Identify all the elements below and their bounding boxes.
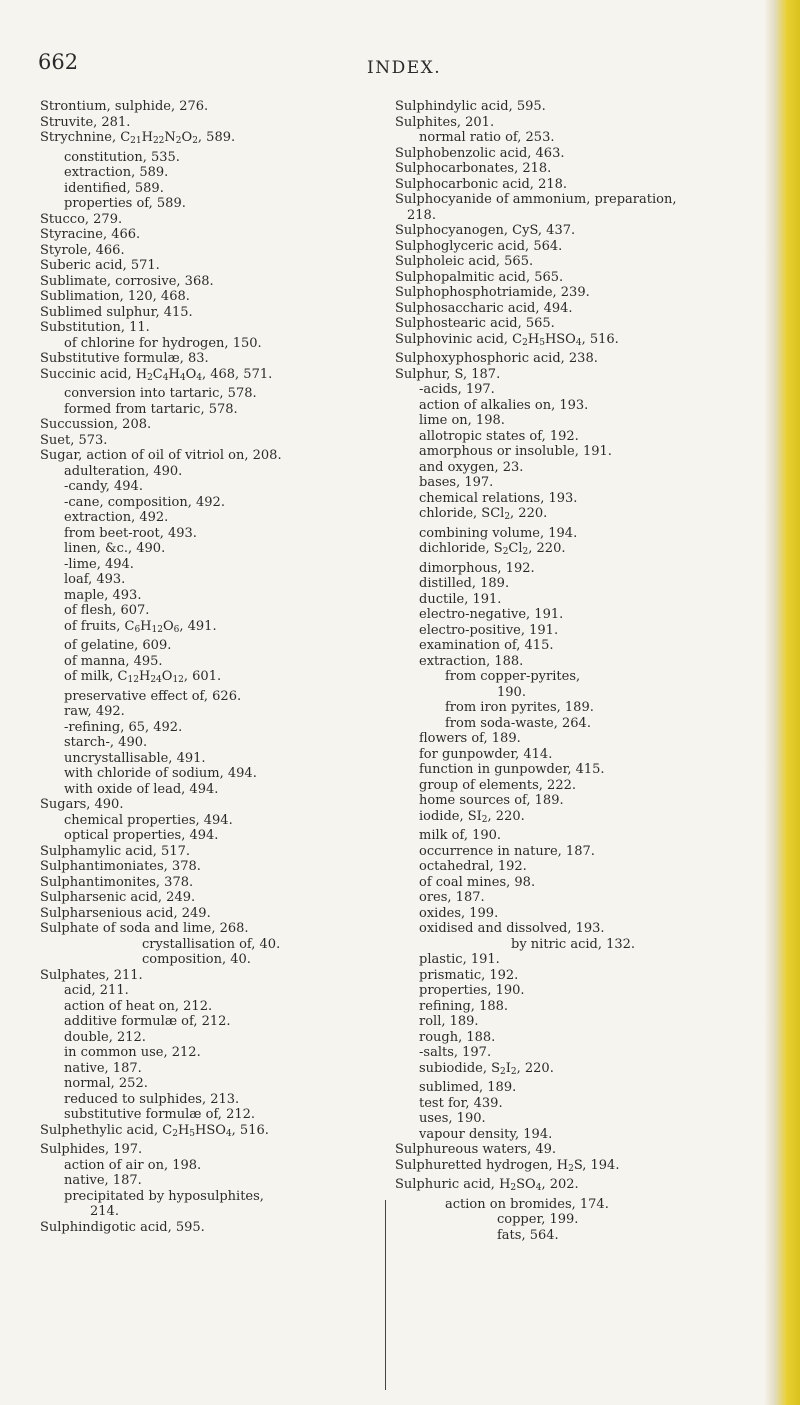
index-entry: milk of, 190. <box>419 828 502 843</box>
index-entry: 190. <box>497 684 526 700</box>
index-entry: ductile, 191. <box>419 591 502 607</box>
index-entry: from copper-pyrites, <box>445 669 581 684</box>
index-entry: Sulphethylic acid, $C_2H_5HSO_4$, 516. <box>40 1122 269 1139</box>
index-entry: oxidised and dissolved, 193. <box>419 921 605 936</box>
index-entry: sublimed, 189. <box>419 1080 517 1095</box>
index-entry: acid, 211. <box>64 983 129 998</box>
index-entry: Sulphobenzolic acid, 463. <box>395 145 565 161</box>
index-entry: Sulphopalmitic acid, 565. <box>395 269 564 285</box>
index-entry: properties of, 589. <box>64 196 186 211</box>
index-entry: fats, 564. <box>497 1227 559 1243</box>
index-entry: action of heat on, 212. <box>64 998 213 1014</box>
index-entry: of coal mines, 98. <box>419 874 536 890</box>
index-entry: -salts, 197. <box>419 1045 492 1060</box>
index-entry: chemical properties, 494. <box>64 812 233 828</box>
index-entry: formed from tartaric, 578. <box>64 401 238 417</box>
index-entry: Sulphides, 197. <box>40 1142 143 1157</box>
index-entry: Styrole, 466. <box>40 242 125 258</box>
index-entry: flowers of, 189. <box>419 731 521 746</box>
index-entry: Sulphovinic acid, $C_2H_5HSO_4$, 516. <box>395 331 619 348</box>
index-entry: for gunpowder, 414. <box>419 746 553 762</box>
index-entry: Sulphoglyceric acid, 564. <box>395 238 563 254</box>
index-entry: Sulpholeic acid, 565. <box>395 254 534 269</box>
index-entry: Sulphindigotic acid, 595. <box>40 1219 205 1235</box>
page-number: 662 <box>38 50 79 74</box>
index-entry: reduced to sulphides, 213. <box>64 1091 240 1107</box>
index-entry: roll, 189. <box>419 1014 479 1029</box>
index-entry: normal, 252. <box>64 1076 148 1091</box>
index-entry: Strychnine, $C_{21}H_{22}N_2O_2$, 589. <box>40 130 236 146</box>
index-entry: vapour density, 194. <box>419 1126 553 1142</box>
index-entry: Sulpharsenious acid, 249. <box>40 905 211 921</box>
page-edge <box>764 0 800 1405</box>
index-entry: examination of, 415. <box>419 638 554 653</box>
index-entry: extraction, 589. <box>64 165 169 180</box>
index-entry: extraction, 188. <box>419 653 524 669</box>
index-entry: in common use, 212. <box>64 1045 201 1060</box>
index-entry: of manna, 495. <box>64 653 163 669</box>
index-entry: native, 187. <box>64 1060 142 1076</box>
index-entry: extraction, 492. <box>64 510 169 525</box>
index-entry: combining volume, 194. <box>419 525 578 541</box>
index-entry: allotropic states of, 192. <box>419 428 579 444</box>
index-entry: Sulphates, 211. <box>40 967 143 983</box>
index-entry: iodide, $SI_2$, 220. <box>419 808 525 825</box>
index-entry: dimorphous, 192. <box>419 560 535 576</box>
index-entry: 218. <box>407 207 436 223</box>
index-entry: Sulphocyanogen, CyS, 437. <box>395 223 576 238</box>
index-entry: -candy, 494. <box>64 479 143 494</box>
index-entry: function in gunpowder, 415. <box>419 762 605 777</box>
index-entry: of gelatine, 609. <box>64 638 172 653</box>
index-entry: composition, 40. <box>142 952 251 967</box>
index-entry: Substitutive formulæ, 83. <box>40 351 209 366</box>
index-entry: uncrystallisable, 491. <box>64 750 206 766</box>
index-entry: uses, 190. <box>419 1111 486 1126</box>
index-entry: -refining, 65, 492. <box>64 719 183 735</box>
index-entry: Sulphindylic acid, 595. <box>395 99 546 114</box>
index-entry: refining, 188. <box>419 998 509 1014</box>
index-entry: of flesh, 607. <box>64 603 150 618</box>
index-entry: Sulphocyanide of ammonium, preparation, <box>395 192 677 207</box>
index-entry: preservative effect of, 626. <box>64 688 242 704</box>
index-entry: amorphous or insoluble, 191. <box>419 444 612 459</box>
index-entry: from beet-root, 493. <box>64 525 197 541</box>
index-entry: of chlorine for hydrogen, 150. <box>64 335 262 351</box>
index-entry: action of alkalies on, 193. <box>419 397 589 413</box>
index-entry: Sublimation, 120, 468. <box>40 289 190 304</box>
index-entry: substitutive formulæ of, 212. <box>64 1107 256 1122</box>
column-rule <box>385 1200 386 1390</box>
index-entry: Sulphocarbonates, 218. <box>395 161 552 176</box>
index-entry: Sulphoxyphosphoric acid, 238. <box>395 351 598 366</box>
index-entry: Struvite, 281. <box>40 114 131 130</box>
index-entry: Suberic acid, 571. <box>40 258 160 273</box>
index-entry: electro-negative, 191. <box>419 607 564 622</box>
index-entry: Substitution, 11. <box>40 320 150 335</box>
index-column-right <box>395 99 770 1243</box>
index-entry: subiodide, $S_2I_2$, 220. <box>419 1060 554 1077</box>
index-entry: bases, 197. <box>419 475 494 490</box>
index-entry: octahedral, 192. <box>419 859 527 874</box>
index-entry: Sulphureous waters, 49. <box>395 1142 557 1157</box>
index-entry: Strontium, sulphide, 276. <box>40 99 209 114</box>
index-entry: rough, 188. <box>419 1029 496 1045</box>
index-entry: Sulpharsenic acid, 249. <box>40 890 196 905</box>
index-entry: normal ratio of, 253. <box>419 130 555 145</box>
index-entry: copper, 199. <box>497 1212 579 1227</box>
index-entry: Sugar, action of oil of vitriol on, 208. <box>40 448 282 463</box>
index-entry: action on bromides, 174. <box>445 1196 609 1212</box>
index-entry: and oxygen, 23. <box>419 459 524 475</box>
index-entry: Sulphuretted hydrogen, $H_2S$, 194. <box>395 1157 620 1174</box>
index-entry: chloride, SCl$_2$, 220. <box>419 506 548 522</box>
index-entry: distilled, 189. <box>419 576 510 591</box>
index-entry: Sulphate of soda and lime, 268. <box>40 921 249 936</box>
index-entry: occurrence in nature, 187. <box>419 843 595 859</box>
index-entry: Sulphophosphotriamide, 239. <box>395 285 590 300</box>
index-entry: native, 187. <box>64 1173 142 1188</box>
index-entry: plastic, 191. <box>419 952 500 967</box>
index-entry: Stucco, 279. <box>40 211 123 227</box>
index-entry: Sulphuric acid, $H_2SO_4$, 202. <box>395 1177 579 1193</box>
index-entry: with chloride of sodium, 494. <box>64 766 257 781</box>
index-entry: precipitated by hyposulphites, <box>64 1188 264 1204</box>
index-entry: with oxide of lead, 494. <box>64 781 219 797</box>
index-entry: crystallisation of, 40. <box>142 936 281 952</box>
index-entry: properties, 190. <box>419 983 525 998</box>
index-entry: chemical relations, 193. <box>419 490 578 506</box>
index-entry: Sulphocarbonic acid, 218. <box>395 176 568 192</box>
index-entry: Sugars, 490. <box>40 797 124 812</box>
index-entry: by nitric acid, 132. <box>511 936 636 952</box>
index-entry: lime on, 198. <box>419 413 505 428</box>
index-entry: -lime, 494. <box>64 556 134 572</box>
index-entry: Succussion, 208. <box>40 417 152 432</box>
index-entry: -acids, 197. <box>419 382 495 397</box>
index-entry: Sublimed sulphur, 415. <box>40 304 193 320</box>
index-entry: constitution, 535. <box>64 149 180 165</box>
index-entry: double, 212. <box>64 1029 146 1045</box>
index-entry: -cane, composition, 492. <box>64 494 225 510</box>
index-entry: Sulphantimoniates, 378. <box>40 859 201 874</box>
index-entry: prismatic, 192. <box>419 967 519 983</box>
index-entry: Sulphites, 201. <box>395 114 495 130</box>
index-entry: ores, 187. <box>419 890 485 905</box>
index-entry: from soda-waste, 264. <box>445 715 591 731</box>
index-entry: dichloride, $S_2Cl_2$, 220. <box>419 541 566 557</box>
index-entry: of fruits, $C_6H_{12}O_6$, 491. <box>64 618 217 635</box>
index-entry: of milk, $C_{12}H_{24}O_{12}$, 601. <box>64 669 222 685</box>
index-entry: Sulphosaccharic acid, 494. <box>395 300 573 316</box>
index-entry: group of elements, 222. <box>419 777 577 793</box>
index-entry: Sulphamylic acid, 517. <box>40 843 191 859</box>
index-entry: starch-, 490. <box>64 735 148 750</box>
index-entry: Styracine, 466. <box>40 227 141 242</box>
index-entry: Sublimate, corrosive, 368. <box>40 273 214 289</box>
index-entry: maple, 493. <box>64 587 142 603</box>
index-entry: conversion into tartaric, 578. <box>64 386 257 401</box>
index-entry: Suet, 573. <box>40 432 108 448</box>
index-entry: adulteration, 490. <box>64 463 183 479</box>
index-entry: oxides, 199. <box>419 905 499 921</box>
index-entry: home sources of, 189. <box>419 793 564 808</box>
index-entry: test for, 439. <box>419 1095 503 1111</box>
index-entry: optical properties, 494. <box>64 828 219 843</box>
index-entry: from iron pyrites, 189. <box>445 700 594 715</box>
index-entry: electro-positive, 191. <box>419 622 559 638</box>
index-entry: loaf, 493. <box>64 572 126 587</box>
index-column-left <box>40 99 370 1235</box>
index-entry: Sulphur, S, 187. <box>395 366 501 382</box>
page-title: INDEX. <box>367 58 442 78</box>
index-entry: action of air on, 198. <box>64 1157 202 1173</box>
index-entry: Succinic acid, $H_2C_4H_4O_4$, 468, 571. <box>40 366 273 383</box>
index-entry: Sulphantimonites, 378. <box>40 874 194 890</box>
index-entry: raw, 492. <box>64 704 125 719</box>
index-entry: identified, 589. <box>64 180 164 196</box>
index-entry: additive formulæ of, 212. <box>64 1014 231 1029</box>
index-entry: 214. <box>90 1204 119 1219</box>
index-entry: linen, &c., 490. <box>64 541 166 556</box>
index-entry: Sulphostearic acid, 565. <box>395 316 555 331</box>
